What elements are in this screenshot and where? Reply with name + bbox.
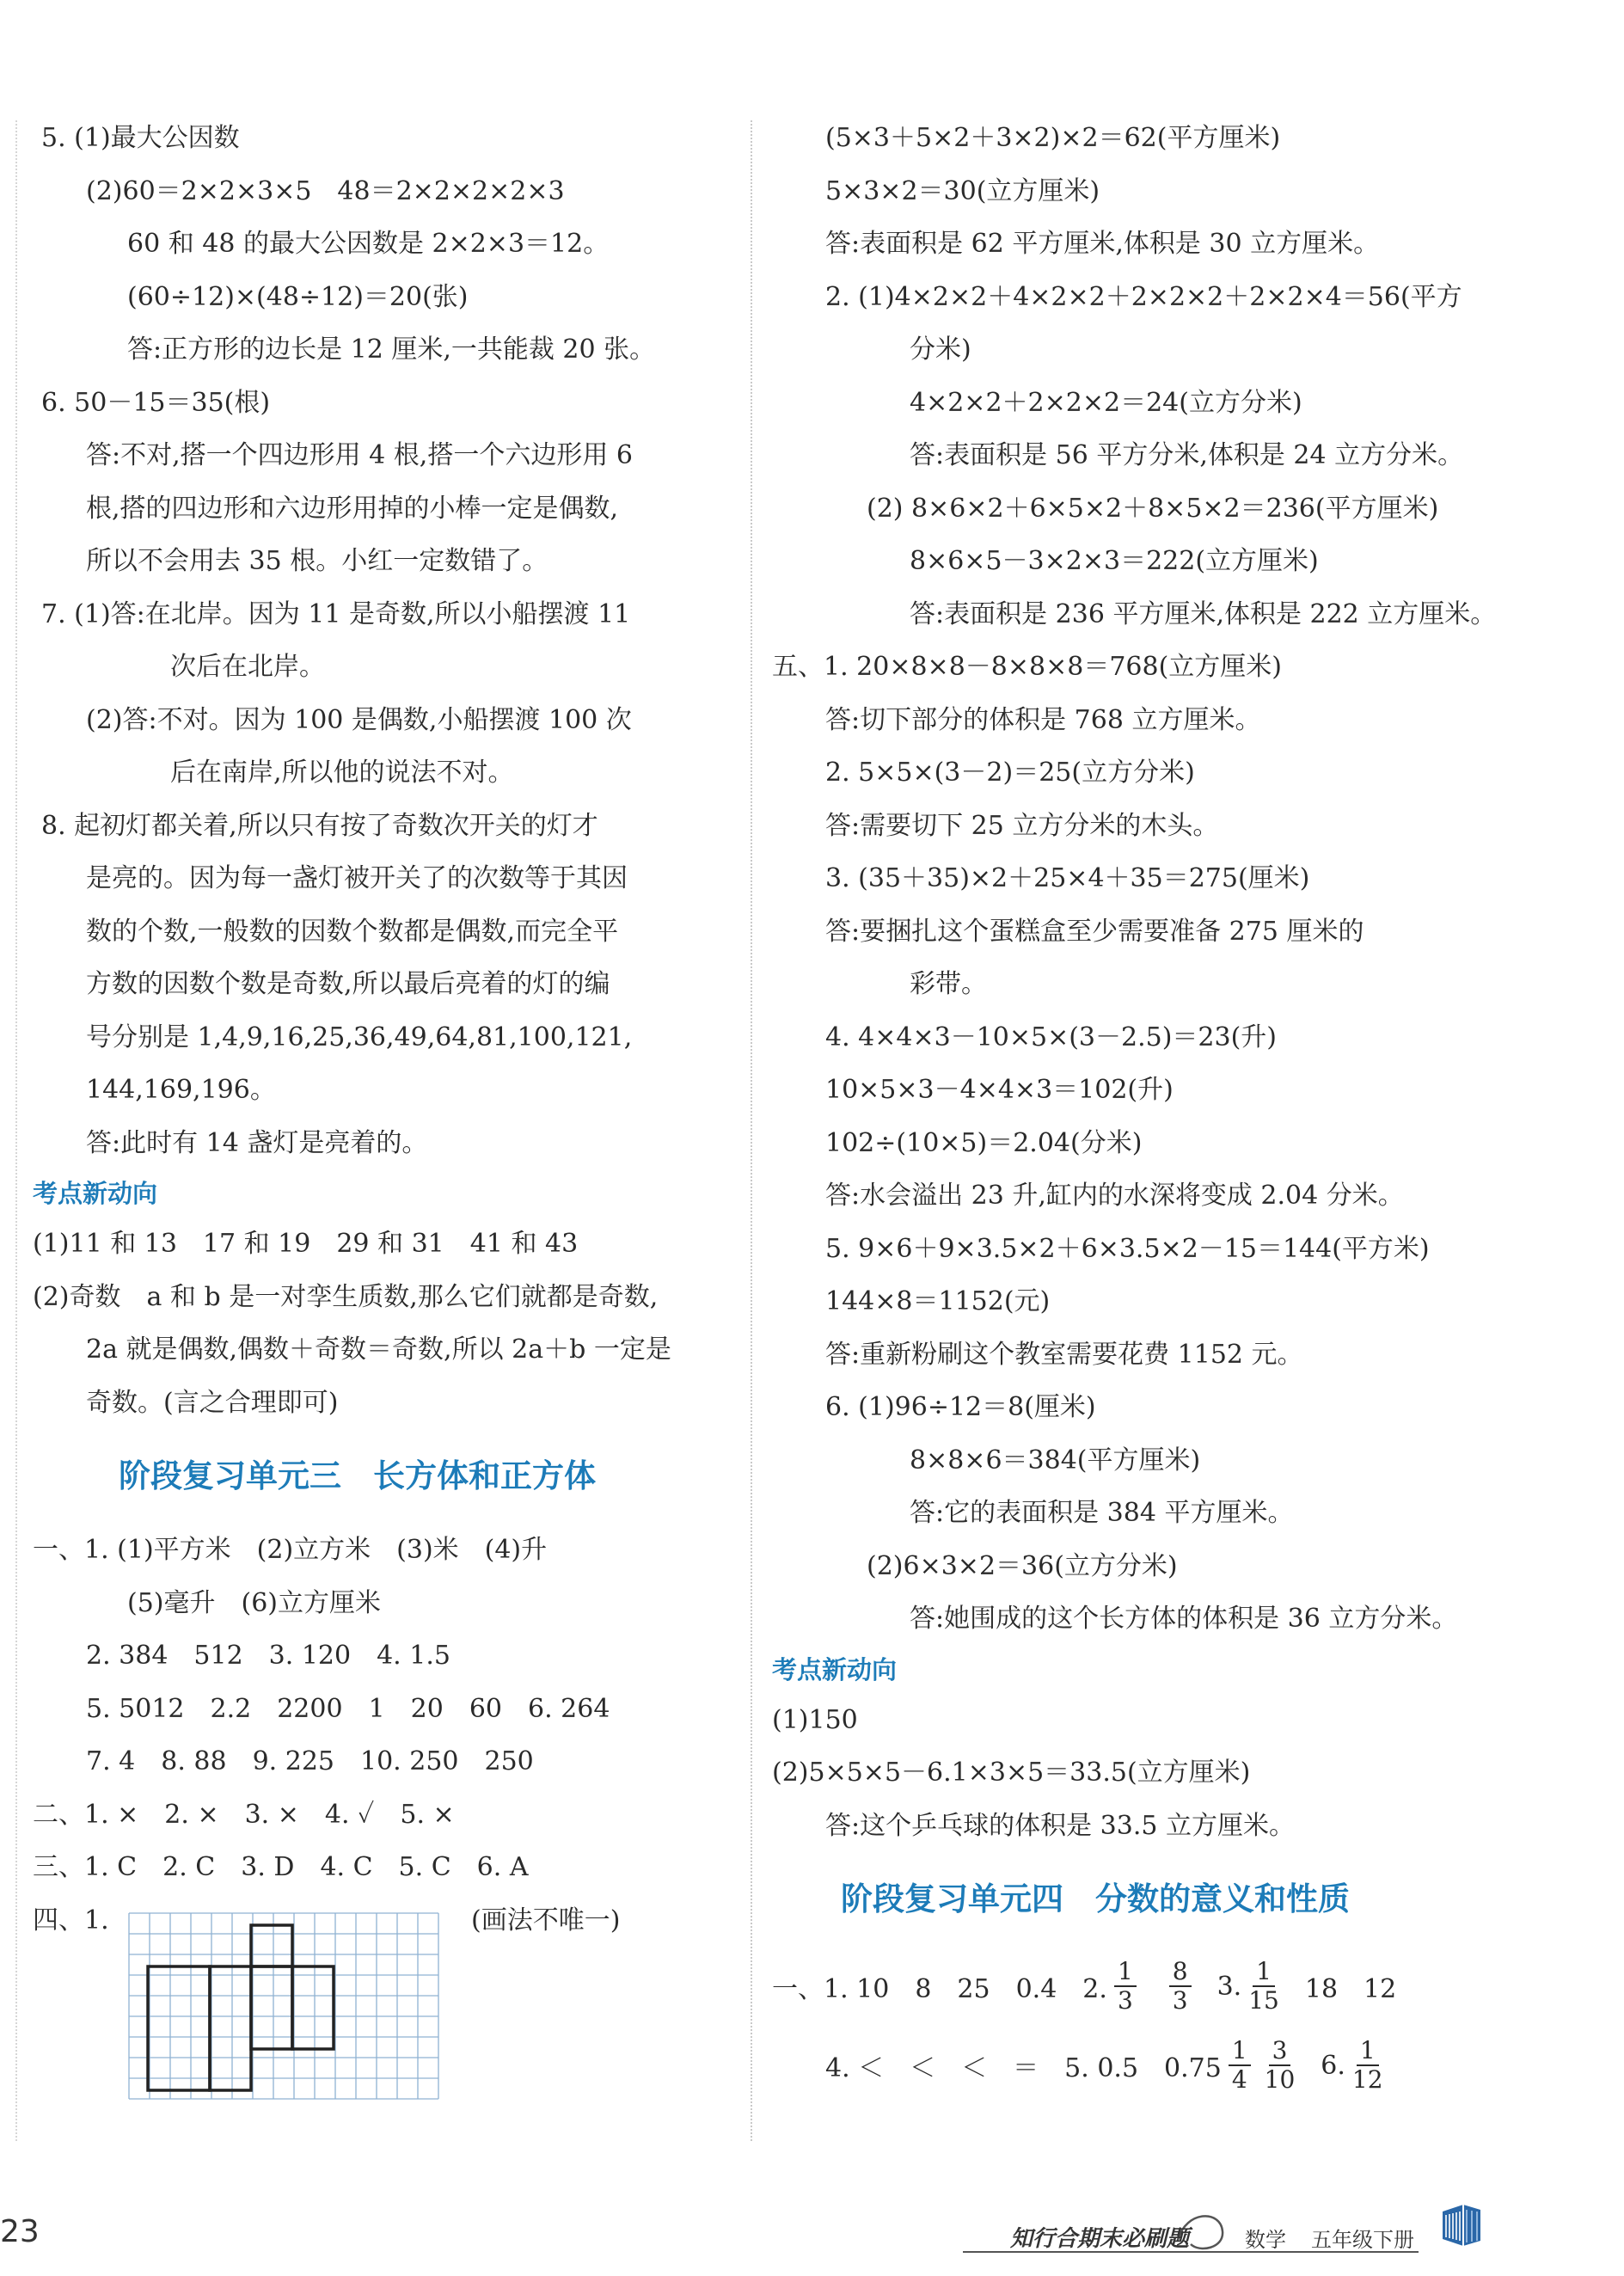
right-answer-line: 144×8＝1152(元): [825, 1286, 1051, 1316]
left-answer-line: 所以不会用去 35 根。小红一定数错了。: [86, 546, 548, 576]
left-trend-line: 奇数。(言之合理即可): [86, 1387, 339, 1418]
left-answer-line: (2)60＝2×2×3×5 48＝2×2×2×2×3: [86, 175, 565, 206]
unit4-line2-text: 4. ＜ ＜ ＜ ＝ 5. 0.5 0.75: [825, 2053, 1222, 2083]
unit3-answer-line: 2. 384 512 3. 120 4. 1.5: [86, 1641, 450, 1671]
unit4-section-title: 阶段复习单元四 分数的意义和性质: [841, 1880, 1350, 1917]
left-answer-lines: [33, 112, 763, 1169]
right-answer-line: 2. 5×5×(3－2)＝25(立方分米): [825, 758, 1195, 788]
right-trend-header: 考点新动向: [772, 1654, 898, 1684]
right-answer-lines: [772, 112, 1503, 1646]
right-answer-line: 五、1. 20×8×8－8×8×8＝768(立方厘米): [772, 652, 1282, 682]
right-answer-line: (2) 8×6×2＋6×5×2＋8×5×2＝236(平方厘米): [867, 493, 1439, 524]
right-answer-line: 答:她围成的这个长方体的体积是 36 立方分米。: [910, 1604, 1458, 1634]
unit3-answer-line: 7. 4 8. 88 9. 225 10. 250 250: [86, 1746, 534, 1776]
right-answer-line: 分米): [910, 334, 971, 365]
question-4-1-label: 四、1.: [33, 1905, 109, 1936]
right-answer-line: 4. 4×4×3－10×5×(3－2.5)＝23(升): [825, 1021, 1278, 1052]
right-column: [772, 112, 1503, 2105]
left-answer-line: 60 和 48 的最大公因数是 2×2×3＝12。: [127, 229, 610, 259]
grade-label: 五年级下册: [1311, 2228, 1414, 2252]
right-answer-line: 8×8×6＝384(平方厘米): [910, 1445, 1201, 1475]
right-answer-line: 5. 9×6＋9×3.5×2＋6×3.5×2－15＝144(平方米): [825, 1233, 1430, 1264]
unit4-line1-tail: 18 12: [1304, 1974, 1397, 2004]
left-answer-line: 答:正方形的边长是 12 厘米,一共能裁 20 张。: [127, 334, 656, 365]
left-answer-line: 7. (1)答:在北岸。因为 11 是奇数,所以小船摆渡 11: [41, 598, 631, 629]
left-trend-line: (2)奇数 a 和 b 是一对孪生质数,那么它们就都是奇数,: [33, 1281, 659, 1312]
unit3-answer-line: 三、1. C 2. C 3. D 4. C 5. C 6. A: [33, 1852, 529, 1882]
right-answer-line: 答:需要切下 25 立方分米的木头。: [825, 810, 1219, 841]
unit3-answer-line: 一、1. (1)平方米 (2)立方米 (3)米 (4)升: [33, 1535, 548, 1565]
right-trend-line: 答:这个乒乓球的体积是 33.5 立方厘米。: [825, 1810, 1295, 1841]
right-answer-line: 102÷(10×5)＝2.04(分米): [825, 1127, 1143, 1158]
fraction: $\frac{1}{4}$: [1229, 2037, 1251, 2094]
left-answer-line: 次后在北岸。: [170, 652, 325, 682]
right-answer-line: 彩带。: [910, 969, 987, 999]
right-answer-line: 答:水会溢出 23 升,缸内的水深将变成 2.04 分米。: [825, 1181, 1404, 1211]
left-answer-line: 后在南岸,所以他的说法不对。: [170, 758, 514, 788]
footer-rule: [963, 2251, 1419, 2253]
right-answer-line: 6. (1)96÷12＝8(厘米): [825, 1392, 1096, 1422]
right-answer-line: (5×3＋5×2＋3×2)×2＝62(平方厘米): [825, 123, 1281, 153]
right-answer-line: 4×2×2＋2×2×2＝24(立方分米): [910, 387, 1302, 418]
net-outline: [148, 1925, 334, 2090]
left-trend-line: (1)11 和 13 17 和 19 29 和 31 41 和 43: [33, 1229, 579, 1259]
left-answer-line: 是亮的。因为每一盏灯被开关了的次数等于其因: [86, 863, 628, 893]
left-answer-line: 号分别是 1,4,9,16,25,36,49,64,81,100,121,: [86, 1021, 633, 1052]
unit4-line1-text: 一、1. 10 8 25 0.4 2.: [772, 1974, 1107, 2004]
right-trend-line: (1)150: [772, 1704, 858, 1735]
right-trend-line: (2)5×5×5－6.1×3×5＝33.5(立方厘米): [772, 1758, 1251, 1788]
unit3-answer-line: (5)毫升 (6)立方厘米: [127, 1587, 381, 1618]
net-face-top: [251, 1925, 292, 1966]
fraction: $\frac{1}{15}$: [1248, 1957, 1279, 2015]
unit4-line1-q3: 3.: [1216, 1971, 1242, 2002]
left-answer-line: 答:此时有 14 盏灯是亮着的。: [86, 1127, 428, 1158]
left-answer-line: 方数的因数个数是奇数,所以最后亮着的灯的编: [86, 969, 610, 999]
left-answer-line: 144,169,196。: [86, 1075, 276, 1105]
subject-label: 数学: [1245, 2228, 1286, 2252]
unit3-section-title: 阶段复习单元三 长方体和正方体: [119, 1457, 596, 1494]
right-answer-line: 答:表面积是 236 平方厘米,体积是 222 立方厘米。: [910, 598, 1497, 629]
left-trend-line: 2a 就是偶数,偶数＋奇数＝奇数,所以 2a＋b 一定是: [86, 1334, 671, 1365]
net-face-mid-left: [210, 1966, 251, 2090]
right-answer-line: 答:表面积是 56 平方分米,体积是 24 立方分米。: [910, 440, 1464, 470]
right-answer-line: 答:重新粉刷这个教室需要花费 1152 元。: [825, 1339, 1303, 1370]
book-stack-icon: [1437, 2199, 1486, 2248]
right-answer-line: 10×5×3－4×4×3＝102(升): [825, 1075, 1174, 1105]
left-trend-header: 考点新动向: [33, 1179, 158, 1208]
drawing-note: (画法不唯一): [471, 1905, 621, 1936]
left-column: [33, 112, 763, 2118]
left-answer-line: 8. 起初灯都关着,所以只有按了奇数次开关的灯才: [41, 810, 598, 841]
left-answer-line: 答:不对,搭一个四边形用 4 根,搭一个六边形用 6: [86, 440, 633, 470]
left-margin-rule: [15, 120, 17, 2141]
right-answer-line: 答:表面积是 62 平方厘米,体积是 30 立方厘米。: [825, 229, 1380, 259]
left-answer-line: 根,搭的四边形和六边形用掉的小棒一定是偶数,: [86, 493, 619, 524]
fraction: $\frac{1}{3}$: [1114, 1958, 1137, 2015]
right-answer-line: 5×3×2＝30(立方厘米): [825, 175, 1100, 206]
unit3-answer-line: 二、1. × 2. × 3. × 4. ✓ 5. ×: [33, 1799, 455, 1830]
unit3-answer-line: 5. 5012 2.2 2200 1 20 60 6. 264: [86, 1693, 610, 1724]
right-trend-lines: [772, 1694, 1503, 1853]
right-answer-line: 2. (1)4×2×2＋4×2×2＋2×2×2＋2×2×4＝56(平方: [825, 281, 1462, 312]
book-brand: 知行合期末必刷题: [1010, 2226, 1190, 2252]
unit4-line2-q6: 6.: [1321, 2050, 1345, 2081]
right-answer-line: 8×6×5－3×2×3＝222(立方厘米): [910, 546, 1319, 576]
left-answer-line: 5. (1)最大公因数: [41, 123, 240, 153]
unit4-line-2: [772, 2026, 1503, 2105]
fraction: $\frac{1}{12}$: [1351, 2036, 1383, 2094]
unit4-line-1: [772, 1947, 1503, 2026]
cuboid-net-grid: [127, 1911, 445, 2111]
net-drawing-question: [33, 1894, 763, 2118]
page-number: 23: [0, 2214, 40, 2249]
right-answer-line: (2)6×3×2＝36(立方分米): [867, 1550, 1178, 1581]
fraction: $\frac{8}{3}$: [1169, 1958, 1192, 2015]
left-answer-line: 数的个数,一般数的因数个数都是偶数,而完全平: [86, 916, 619, 947]
right-answer-line: 答:它的表面积是 384 平方厘米。: [910, 1498, 1294, 1528]
left-trend-lines: [33, 1218, 763, 1429]
left-answer-line: (60÷12)×(48÷12)＝20(张): [127, 281, 469, 312]
right-answer-line: 3. (35＋35)×2＋25×4＋35＝275(厘米): [825, 863, 1310, 893]
right-answer-line: 答:切下部分的体积是 768 立方厘米。: [825, 704, 1261, 735]
unit3-answer-lines: [33, 1524, 763, 1894]
right-answer-line: 答:要捆扎这个蛋糕盒至少需要准备 275 厘米的: [825, 916, 1364, 947]
left-answer-line: (2)答:不对。因为 100 是偶数,小船摆渡 100 次: [86, 704, 632, 735]
left-answer-line: 6. 50－15＝35(根): [41, 387, 271, 418]
net-face-left: [148, 1966, 210, 2090]
fraction: $\frac{3}{10}$: [1264, 2036, 1296, 2094]
